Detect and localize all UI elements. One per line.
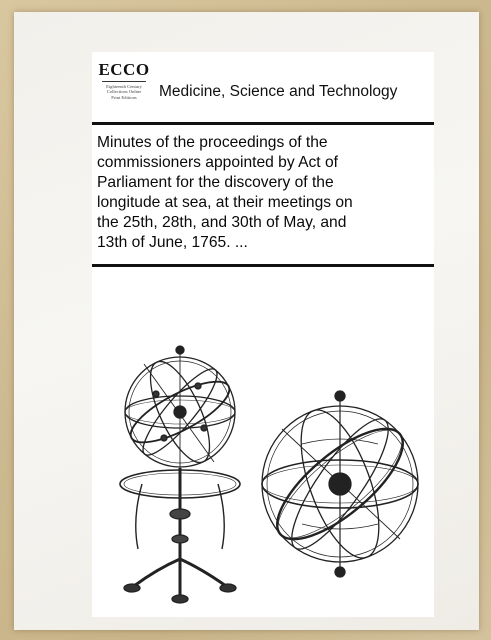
title-line: Parliament for the discovery of the bbox=[97, 174, 334, 191]
title-line: commissioners appointed by Act of bbox=[97, 154, 338, 171]
title-line: longitude at sea, at their meetings on bbox=[97, 194, 353, 211]
ecco-logo bbox=[96, 60, 152, 120]
title-line: the 25th, 28th, and 30th of May, and bbox=[97, 214, 347, 231]
title-line: Minutes of the proceedings of the bbox=[97, 134, 328, 151]
armillary-spheres-illustration bbox=[102, 334, 427, 612]
cover-header bbox=[92, 52, 434, 124]
series-title: Medicine, Science and Technology bbox=[159, 83, 398, 100]
book-title bbox=[97, 133, 433, 253]
cover-card bbox=[92, 52, 434, 617]
logo-line: Collections Online bbox=[106, 89, 142, 95]
logo-line: Print Editions bbox=[111, 94, 137, 100]
logo-divider bbox=[102, 81, 146, 82]
logo-line: Eighteenth Century bbox=[106, 84, 142, 89]
book-cover bbox=[14, 12, 479, 630]
title-line: 13th of June, 1765. ... bbox=[97, 234, 248, 251]
armillary-sphere-icon bbox=[261, 391, 419, 577]
ecco-logo-mark: ECCO bbox=[98, 60, 150, 79]
header-divider bbox=[92, 122, 434, 125]
armillary-sphere-on-stand-icon bbox=[120, 346, 240, 603]
title-divider bbox=[92, 264, 434, 267]
